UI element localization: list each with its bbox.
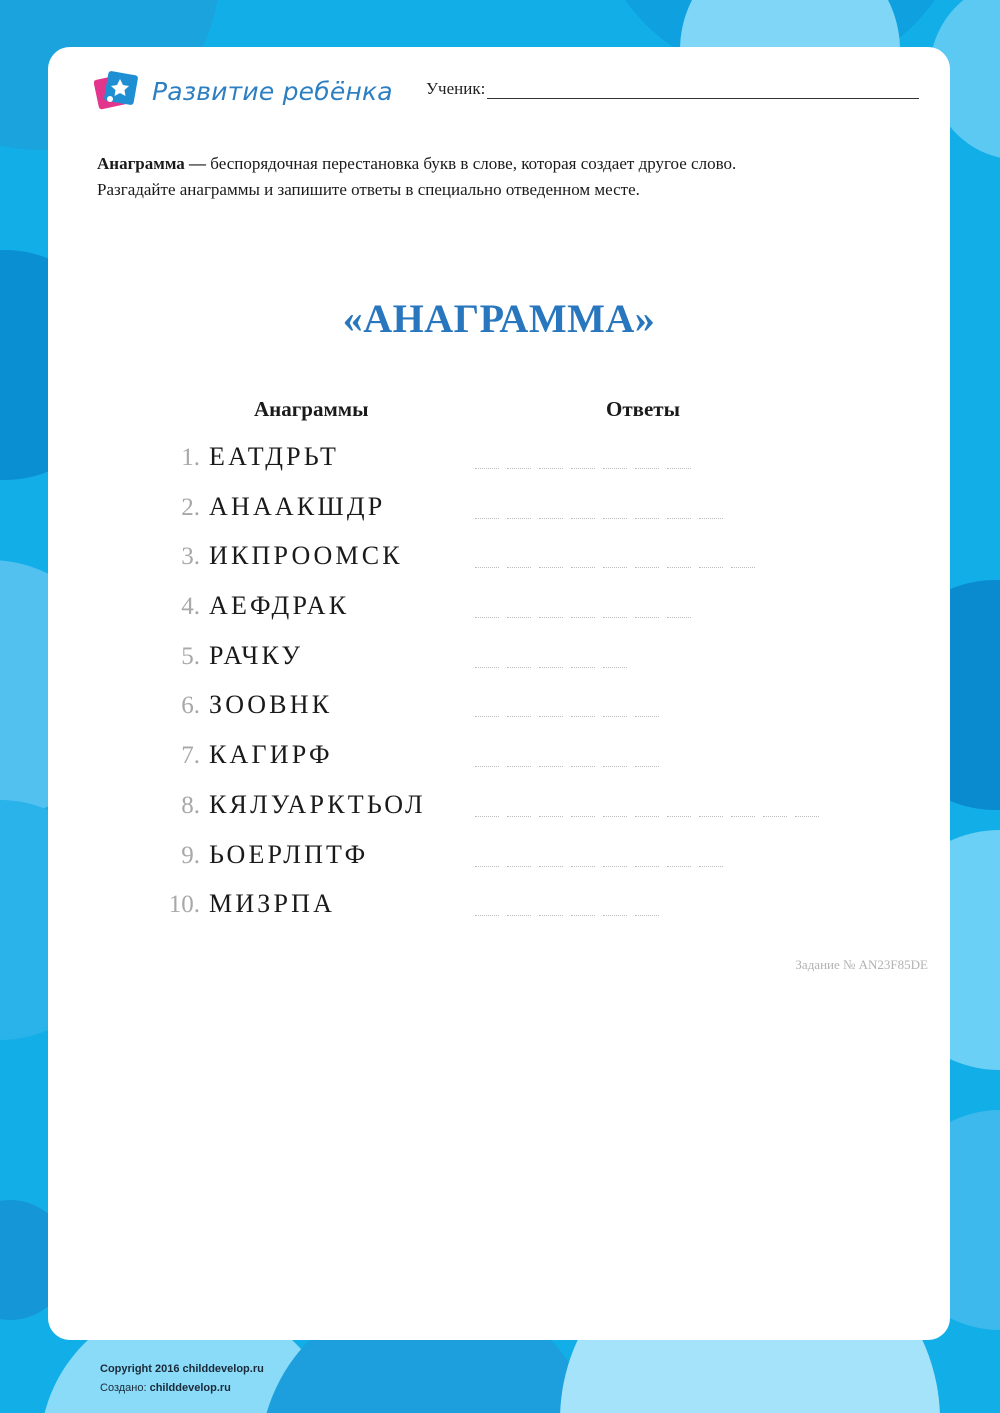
answer-field[interactable] [475, 816, 819, 817]
letter-slot[interactable] [571, 667, 595, 668]
letter-slot[interactable] [571, 915, 595, 916]
item-number: 6. [181, 692, 200, 720]
letter-slot[interactable] [635, 518, 659, 519]
letter-slot[interactable] [635, 766, 659, 767]
letter-slot[interactable] [475, 716, 499, 717]
letter-slot[interactable] [539, 816, 563, 817]
answer-field[interactable] [475, 766, 659, 767]
letter-slot[interactable] [635, 866, 659, 867]
anagram-word: АЕФДРАК [209, 591, 350, 621]
letter-slot[interactable] [539, 766, 563, 767]
intro-text [97, 151, 897, 203]
item-number: 9. [181, 841, 200, 869]
anagram-row [48, 490, 950, 540]
anagram-word: АНААКШДР [209, 491, 386, 521]
letter-slot[interactable] [571, 617, 595, 618]
anagram-word: ЬОЕРЛПТФ [209, 839, 369, 869]
item-number: 7. [181, 742, 200, 770]
letter-slot[interactable] [635, 567, 659, 568]
anagram-word: ИКПРООМСК [209, 541, 403, 571]
copyright-label: Copyright 2016 [100, 1363, 180, 1375]
anagram-row [48, 887, 950, 937]
anagram-word: КАГИРФ [209, 740, 333, 770]
definition-paragraph [97, 151, 897, 177]
student-field [426, 79, 919, 99]
letter-slot[interactable] [507, 617, 531, 618]
letter-slot[interactable] [603, 567, 627, 568]
item-number: 10. [168, 891, 200, 919]
anagram-row [48, 688, 950, 738]
letter-slot[interactable] [475, 866, 499, 867]
anagram-word: РАЧКУ [209, 640, 304, 670]
letter-slot[interactable] [731, 816, 755, 817]
letter-slot[interactable] [603, 617, 627, 618]
anagram-row [48, 788, 950, 838]
letter-slot[interactable] [603, 716, 627, 717]
letter-slot[interactable] [699, 816, 723, 817]
letter-slot[interactable] [603, 816, 627, 817]
letter-slot[interactable] [539, 667, 563, 668]
answer-field[interactable] [475, 617, 691, 618]
answer-field[interactable] [475, 716, 659, 717]
anagram-word: ЕАТДРЬТ [209, 442, 340, 471]
letter-slot[interactable] [603, 468, 627, 469]
letter-slot[interactable] [507, 567, 531, 568]
letter-slot[interactable] [667, 617, 691, 618]
copyright-site[interactable]: childdevelop.ru [182, 1363, 264, 1375]
letter-slot[interactable] [635, 468, 659, 469]
column-header-answers: Ответы [606, 397, 681, 421]
anagram-row [48, 440, 950, 490]
worksheet [48, 47, 950, 1340]
letter-slot[interactable] [635, 915, 659, 916]
copyright [100, 1360, 264, 1379]
answer-field[interactable] [475, 518, 723, 519]
brand-name: Развитие ребёнка [152, 76, 393, 106]
letter-slot[interactable] [571, 716, 595, 717]
letter-slot[interactable] [475, 468, 499, 469]
letter-slot[interactable] [699, 567, 723, 568]
created-site[interactable]: childdevelop.ru [149, 1382, 231, 1394]
item-number: 1. [181, 444, 200, 471]
letter-slot[interactable] [571, 866, 595, 867]
anagram-word: КЯЛУАРКТЬОЛ [209, 789, 426, 819]
letter-slot[interactable] [507, 915, 531, 916]
anagram-row [48, 539, 950, 589]
item-number: 3. [181, 543, 200, 571]
answer-field[interactable] [475, 866, 723, 867]
letter-slot[interactable] [507, 518, 531, 519]
letter-slot[interactable] [571, 816, 595, 817]
letter-slot[interactable] [475, 518, 499, 519]
letter-slot[interactable] [539, 617, 563, 618]
letter-slot[interactable] [603, 866, 627, 867]
answer-field[interactable] [475, 915, 659, 916]
letter-slot[interactable] [603, 667, 627, 668]
letter-slot[interactable] [635, 816, 659, 817]
letter-slot[interactable] [475, 667, 499, 668]
letter-slot[interactable] [475, 567, 499, 568]
item-number: 5. [181, 642, 200, 670]
letter-slot[interactable] [507, 468, 531, 469]
letter-slot[interactable] [635, 716, 659, 717]
answer-field[interactable] [475, 567, 755, 568]
letter-slot[interactable] [603, 518, 627, 519]
letter-slot[interactable] [667, 567, 691, 568]
student-label: Ученик: [426, 79, 486, 98]
letter-slot[interactable] [667, 866, 691, 867]
letter-slot[interactable] [699, 518, 723, 519]
letter-slot[interactable] [507, 766, 531, 767]
anagram-row [48, 639, 950, 689]
task-id: Задание № AN23F85DE [795, 957, 928, 972]
letter-slot[interactable] [507, 667, 531, 668]
definition: беспорядочная перестановка букв в слове, которая создает другое слово. [206, 154, 737, 173]
letter-slot[interactable] [539, 915, 563, 916]
instruction: Разгадайте анаграммы и запишите ответы в специально отведенном месте. [97, 180, 640, 199]
created-label: Создано: [100, 1382, 147, 1394]
letter-slot[interactable] [507, 816, 531, 817]
anagram-row [48, 838, 950, 888]
letter-slot[interactable] [539, 716, 563, 717]
letter-slot[interactable] [539, 567, 563, 568]
letter-slot[interactable] [571, 468, 595, 469]
anagram-row [48, 589, 950, 639]
anagram-list [48, 440, 950, 937]
logo-icon [94, 69, 140, 113]
letter-slot[interactable] [475, 915, 499, 916]
letter-slot[interactable] [603, 915, 627, 916]
letter-slot[interactable] [571, 567, 595, 568]
student-name-line[interactable] [487, 79, 919, 99]
letter-slot[interactable] [571, 766, 595, 767]
letter-slot[interactable] [667, 816, 691, 817]
letter-slot[interactable] [635, 617, 659, 618]
created-by [100, 1379, 264, 1398]
letter-slot[interactable] [571, 518, 595, 519]
answer-field[interactable] [475, 667, 627, 668]
item-number: 2. [181, 493, 200, 521]
letter-slot[interactable] [539, 468, 563, 469]
footer [100, 1360, 264, 1398]
brand-logo[interactable] [94, 69, 393, 113]
column-header-anagrams: Анаграммы [254, 397, 369, 421]
letter-slot[interactable] [603, 766, 627, 767]
anagram-word: ЗООВНК [209, 690, 333, 720]
letter-slot[interactable] [699, 866, 723, 867]
page-title: «АНАГРАММА» [342, 296, 656, 341]
answer-field[interactable] [475, 468, 691, 469]
letter-slot[interactable] [763, 816, 787, 817]
letter-slot[interactable] [795, 816, 819, 817]
item-number: 8. [181, 791, 200, 819]
term: Анаграмма — [97, 154, 207, 173]
item-number: 4. [181, 593, 200, 621]
letter-slot[interactable] [507, 716, 531, 717]
letter-slot[interactable] [731, 567, 755, 568]
anagram-word: МИЗРПА [209, 889, 336, 919]
letter-slot[interactable] [667, 468, 691, 469]
letter-slot[interactable] [475, 766, 499, 767]
anagram-row [48, 738, 950, 788]
letter-slot[interactable] [539, 518, 563, 519]
letter-slot[interactable] [475, 816, 499, 817]
letter-slot[interactable] [507, 866, 531, 867]
letter-slot[interactable] [667, 518, 691, 519]
letter-slot[interactable] [475, 617, 499, 618]
letter-slot[interactable] [539, 866, 563, 867]
